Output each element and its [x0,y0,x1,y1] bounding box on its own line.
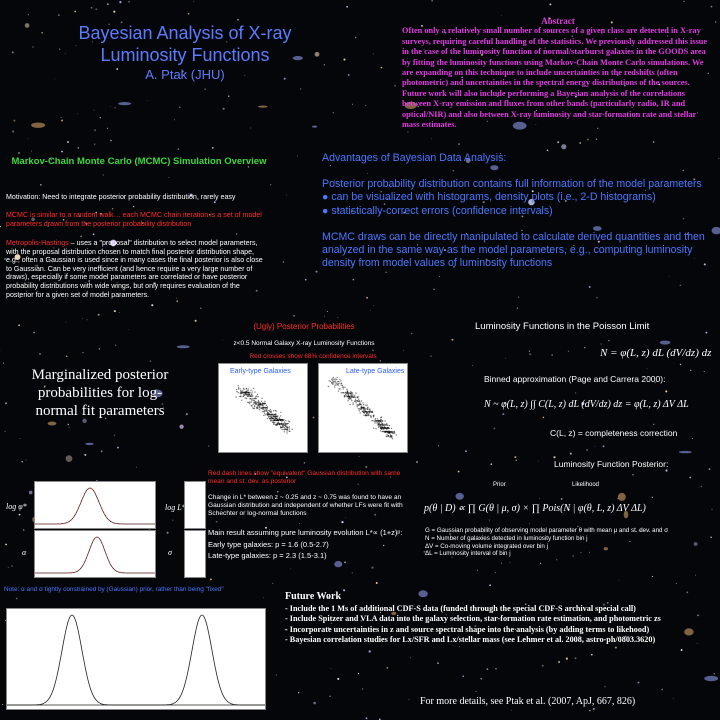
abstract-text: Often only a relatively small number of sources of a given class are detected in X-ray surveys, requiring careful handling of the statistics. We previously addressed this issue in the case of the luminosity function of normal/starburst galaxies in the GOODS area by fitting the luminosity functions using Markov-Chain Monte Carlo simulations. We are expanding on this technique to include uncertainties in the redshifts (often photometric) and uncertainties in the spectral energy distributions of the sources. Future work will also include performing a Bayesian analysis of the correlations between X-ray emission and fluxes from other bands (particularly radio, IR and optical/NIR) and also between X-ray luminosity and star-formation rate and stellar mass estimates. [402,26,708,130]
poster-title: Bayesian Analysis of X-ray Luminosity Functions [78,23,292,65]
prior-note: Note: α and σ tightly constrained by (Gaussian) prior, rather than being "fixed" [4,586,224,593]
marginalized-heading: Marginalized posterior probabilities for log-normal fit parameters [31,367,169,419]
axis-alpha: α [22,548,27,557]
bottom-histograms [6,608,266,710]
details-reference: For more details, see Ptak et al. (2007, ApJ, 667, 826) [420,696,636,707]
future-work-section [285,592,715,646]
poster-author: A. Ptak (JHU) [145,67,225,82]
advantages-p1: Posterior probability distribution contains full information of the model parameters [322,178,702,191]
late-type-scatter [328,377,397,440]
late-type-density-plot [318,363,408,453]
mcmc-random-walk: MCMC is similar to a random walk… each MCMC chain iteration is a set of model parameters drawn from the posterior probability distribution [6,211,262,228]
curve-bottom-1 [7,615,265,705]
red-crosses-note: Red crosses show 68% confidence intervals [249,353,377,360]
axis-sigma: σ [168,548,172,557]
legend-item: G = Gaussian probability of observing model parameter θ with mean μ and st. dev. and σ [425,527,669,534]
abstract-heading: Abstract [541,16,575,26]
legend-item: N = Number of galaxies detected in luminosity function bin j [425,534,588,542]
advantages-section [322,152,718,270]
hist-log-phi [34,481,156,529]
curve-log-phi [35,488,155,524]
legend-item: ΔV = Co-moving volume integrated over bin j [425,542,548,550]
late-result: Late-type galaxies: p = 2.3 (1.5-3.1) [208,551,327,560]
change-note: Change in L* between z ~ 0.25 and z ~ 0.75 was found to have an Gaussian distribution and independent of whether LFs were fit with Schechter or log-normal functions [208,494,403,518]
abstract-section [402,16,714,130]
axis-log-L: log L* [165,503,186,512]
future-item: - Include Spitzer and VLA data into the galaxy selection, star-formation rate estimation, and photometric zs [285,614,661,624]
mh-text: – uses a "proposal" distribution to select model parameters, with the proposal distribution chosen to match final posterior distribution shape, e.g., often a Gaussian is used since in many cases the final posterior is also close to Gaussian. Can be very inefficient (and hence require a very large number of draws), especially if some model parameters are correlated or have posterior probability distributions with wide wings, but only requires evaluation of the posterior for a given set of model parameters. [6,239,263,299]
future-item: - Bayesian correlation studies for Lx/SFR and Lx/stellar mass (see Lehmer et al. 2008, astro-ph/0803.3620) [285,635,656,645]
main-result [208,527,418,562]
poisson-title: Luminosity Functions in the Poisson Limit [475,321,650,332]
dash-note: Red dash lines show "equivalent" Gaussian distribution with same mean and st. dev. as posterior [208,470,401,486]
curve-bottom-2 [7,615,265,705]
hist-sigma-partial [184,530,206,578]
likelihood-label: Likelihood [572,482,600,488]
advantages-p2: MCMC draws can be directly manipulated to calculate derived quantities and then analyzed in the same way as the model parameters, e.g., computing luminosity density from model values of luminosity functions [322,230,705,270]
late-type-label: Late-type Galaxies [346,368,405,375]
legend-item: ΔL = Luminosity interval of bin j [425,550,511,558]
early-result: Early type galaxies: p = 1.6 (0.5-2.7) [208,539,329,549]
posterior-legend [425,527,715,558]
mcmc-heading: Markov-Chain Monte Carlo (MCMC) Simulation Overview [11,156,267,167]
curve-alpha [35,537,155,573]
future-item: - Incorporate uncertainties in z and source spectral shape into the analysis (by adding terms to likehood) [285,624,650,634]
eq-posterior: p(θ | D) ∝ ∏ G(θ | μ, σ) × ∏ Pois(N | φ(θ, L, z) ΔV ΔL) [424,503,646,514]
posterior-title: Luminosity Function Posterior: [554,459,669,469]
main-result-line: Main result assuming pure luminosity evolution L*∝ (1+z)ᵖ: [208,528,403,537]
eq-poisson: N = φ(L, z) dL (dV/dz) dz [600,347,712,359]
completeness-note: C(L, z) = completeness correction [550,428,678,438]
lf-label: z<0.5 Normal Galaxy X-ray Luminosity Functions [233,340,375,347]
binned-title: Binned approximation (Page and Carrera 2000): [484,374,666,384]
ugly-posterior-heading: (Ugly) Posterior Probabilities [253,322,355,331]
future-work-heading: Future Work [285,591,342,602]
advantages-heading: Advantages of Bayesian Data Analysis: [322,152,507,164]
early-type-scatter [236,385,293,434]
advantages-bullet-1: ● can be visualized with histograms, density plots (i.e., 2-D histograms) [322,191,656,204]
axis-log-phi: log φ* [6,502,27,511]
mh-term: Metropolis-Hastings [6,239,69,247]
mcmc-metropolis-hastings [6,239,268,299]
mcmc-motivation: Motivation: Need to integrate posterior probability distribution, rarely easy [6,193,236,201]
future-item: - Include the 1 Ms of additional CDF-S data (funded through the special CDF-S archival special call) [285,603,636,613]
advantages-bullet-2: ● statistically-correct errors (confidence intervals) [322,204,553,217]
eq-binned: N ~ φ(L, z) ∫∫ C(L, z) dL (dV/dz) dz = φ(L, z) ΔV ΔL [484,399,689,410]
early-type-label: Early-type Galaxies [230,368,291,375]
hist-log-L-partial [184,481,206,529]
hist-alpha [34,530,156,578]
prior-label: Prior [493,482,506,488]
early-type-density-plot [218,363,308,453]
gauss-alpha [35,537,155,573]
